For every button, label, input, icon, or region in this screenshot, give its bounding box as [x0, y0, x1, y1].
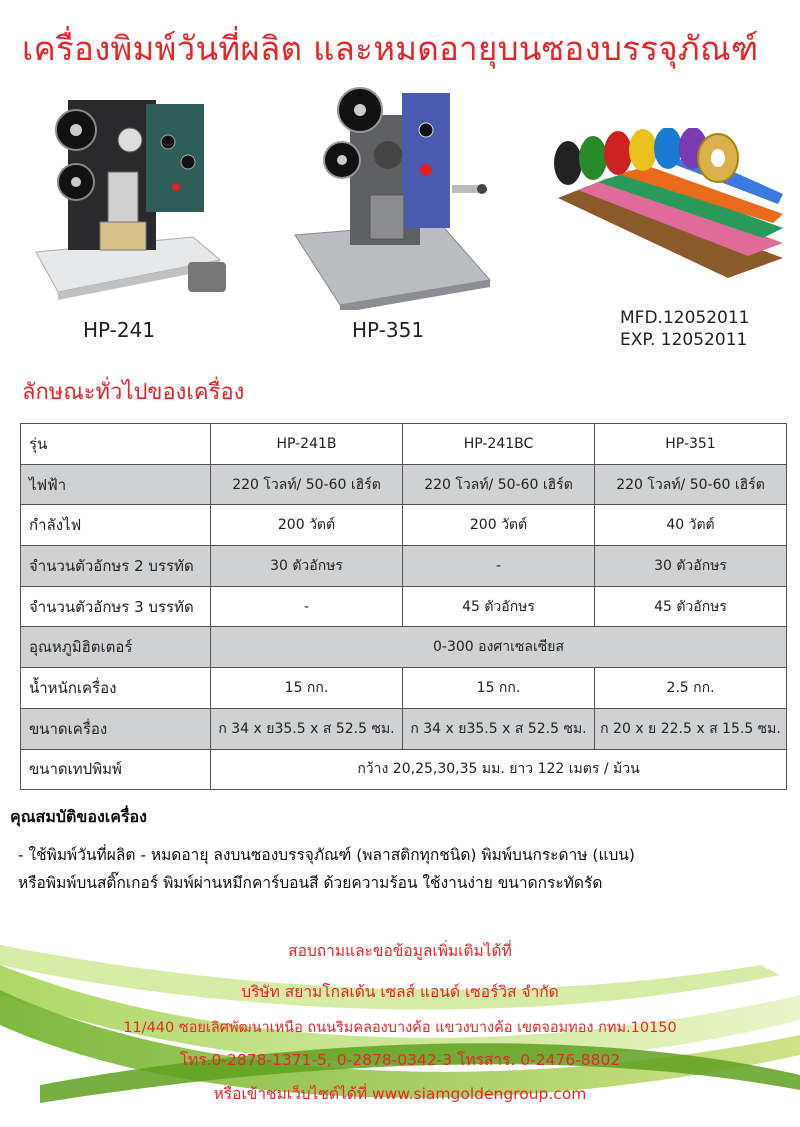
row-label: รุ่น [21, 424, 211, 465]
table-cell: 45 ตัวอักษร [595, 586, 787, 627]
table-cell: 200 วัตต์ [403, 505, 595, 546]
contact-phone: โทร.0-2878-1371-5, 0-2878-0342-3 โทรสาร. 0-2476-8802 [179, 1051, 621, 1069]
hp241-caption: HP-241 [83, 318, 156, 342]
table-cell: 220 โวลท์/ 50-60 เฮิร์ต [211, 464, 403, 505]
table-row [21, 749, 787, 790]
contact-heading: สอบถามและขอข้อมูลเพิ่มเติมได้ที่ [288, 942, 512, 960]
ribbon-exp: EXP. 12052011 [620, 330, 748, 350]
contact-website: หรือเข้าชมเว็บไซต์ได้ที่ www.siamgoldengroup.com [213, 1085, 587, 1103]
product-hp241 [28, 92, 248, 352]
table-cell: ก 20 x ย 22.5 x ส 15.5 ซม. [595, 708, 787, 749]
row-label: จำนวนตัวอักษร 3 บรรทัด [21, 586, 211, 627]
row-label: น้ำหนักเครื่อง [21, 668, 211, 709]
table-cell: - [211, 586, 403, 627]
table-row [21, 627, 787, 668]
table-cell: 220 โวลท์/ 50-60 เฮิร์ต [403, 464, 595, 505]
ribbon-rolls-image [548, 128, 783, 288]
table-row [21, 546, 787, 587]
table-cell: 30 ตัวอักษร [595, 546, 787, 587]
row-label: ขนาดเทปพิมพ์ [21, 749, 211, 790]
row-label: จำนวนตัวอักษร 2 บรรทัด [21, 546, 211, 587]
section-title: ลักษณะทั่วไปของเครื่อง [22, 380, 245, 405]
row-label: อุณหภูมิฮิตเตอร์ [21, 627, 211, 668]
table-cell: 30 ตัวอักษร [211, 546, 403, 587]
table-row [21, 464, 787, 505]
table-cell: 15 กก. [211, 668, 403, 709]
product-hp351 [290, 85, 510, 350]
table-cell: HP-241BC [403, 424, 595, 465]
ribbon-mfd: MFD.12052011 [620, 308, 750, 328]
contact-address: 11/440 ซอยเลิศพัฒนาเหนือ ถนนริมคลองบางค้อ แขวงบางค้อ เขตจอมทอง กทม.10150 [123, 1020, 677, 1036]
table-row [21, 505, 787, 546]
table-row [21, 668, 787, 709]
features-line: - ใช้พิมพ์วันที่ผลิต - หมดอายุ ลงบนซองบรรจุภัณฑ์ (พลาสติกทุกชนิด) พิมพ์บนกระดาษ (แบน) [18, 846, 635, 864]
table-cell: 200 วัตต์ [211, 505, 403, 546]
spec-table [20, 423, 787, 790]
hp351-machine-image [290, 85, 495, 310]
table-cell: 15 กก. [403, 668, 595, 709]
table-row [21, 708, 787, 749]
table-row [21, 424, 787, 465]
features-line: หรือพิมพ์บนสติ๊กเกอร์ พิมพ์ผ่านหมึกคาร์บอนสี ด้วยความร้อน ใช้งานง่าย ขนาดกระทัดรัด [18, 874, 603, 892]
table-cell: กว้าง 20,25,30,35 มม. ยาว 122 เมตร / ม้วน [211, 749, 787, 790]
table-cell: HP-241B [211, 424, 403, 465]
ribbon-rolls [548, 128, 788, 358]
table-row [21, 586, 787, 627]
table-cell: 2.5 กก. [595, 668, 787, 709]
table-cell: 220 โวลท์/ 50-60 เฮิร์ต [595, 464, 787, 505]
table-cell: HP-351 [595, 424, 787, 465]
hp351-caption: HP-351 [352, 318, 425, 342]
table-cell: - [403, 546, 595, 587]
contact-company: บริษัท สยามโกลเด้น เซลส์ แอนด์ เซอร์วิส จำกัด [241, 983, 559, 1001]
row-label: ไฟฟ้า [21, 464, 211, 505]
hp241-machine-image [28, 92, 228, 307]
table-cell: 40 วัตต์ [595, 505, 787, 546]
table-cell: ก 34 x ย35.5 x ส 52.5 ซม. [403, 708, 595, 749]
row-label: กำลังไฟ [21, 505, 211, 546]
page-title: เครื่องพิมพ์วันที่ผลิต และหมดอายุบนซองบรรจุภัณฑ์ [22, 29, 759, 68]
features-title: คุณสมบัติของเครื่อง [10, 807, 147, 826]
table-cell: 45 ตัวอักษร [403, 586, 595, 627]
row-label: ขนาดเครื่อง [21, 708, 211, 749]
table-cell: 0-300 องศาเซลเซียส [211, 627, 787, 668]
table-cell: ก 34 x ย35.5 x ส 52.5 ซม. [211, 708, 403, 749]
